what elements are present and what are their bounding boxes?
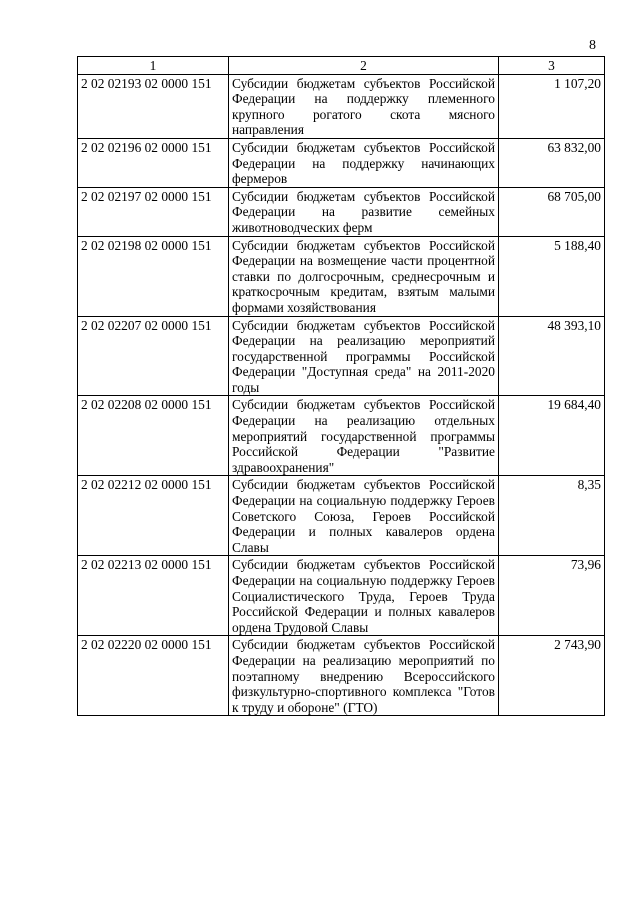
row-description: Субсидии бюджетам субъектов Российской Федерации на поддержку племенного крупного рогатого скота мясного направления bbox=[229, 74, 499, 138]
budget-code: 2 02 02198 02 0000 151 bbox=[78, 236, 229, 316]
table-row bbox=[78, 316, 605, 396]
row-description: Субсидии бюджетам субъектов Российской Федерации на социальную поддержку Героев Социалистического Труда, Героев Труда Российской Федерации и полных кавалеров ордена Трудовой Славы bbox=[229, 556, 499, 636]
row-description: Субсидии бюджетам субъектов Российской Федерации на возмещение части процентной ставки по долгосрочным, среднесрочным и краткосрочным кредитам, взятым малыми формами хозяйствования bbox=[229, 236, 499, 316]
page-number: 8 bbox=[589, 38, 596, 53]
row-amount: 68 705,00 bbox=[499, 187, 605, 236]
budget-code: 2 02 02193 02 0000 151 bbox=[78, 74, 229, 138]
budget-code: 2 02 02213 02 0000 151 bbox=[78, 556, 229, 636]
column-header-1: 1 bbox=[78, 57, 229, 75]
table-header-row bbox=[78, 57, 605, 75]
column-header-3: 3 bbox=[499, 57, 605, 75]
budget-code: 2 02 02207 02 0000 151 bbox=[78, 316, 229, 396]
table-row bbox=[78, 556, 605, 636]
row-description: Субсидии бюджетам субъектов Российской Федерации на реализацию мероприятий по поэтапному внедрению Всероссийского физкультурно-спортивного комплекса "Готов к труду и обороне" (ГТО) bbox=[229, 636, 499, 716]
row-description: Субсидии бюджетам субъектов Российской Федерации на социальную поддержку Героев Советского Союза, Героев Российской Федерации и полных кавалеров ордена Славы bbox=[229, 476, 499, 556]
row-amount: 73,96 bbox=[499, 556, 605, 636]
row-description: Субсидии бюджетам субъектов Российской Федерации на реализацию отдельных мероприятий государственной программы Российской Федерации "Развитие здравоохранения" bbox=[229, 396, 499, 476]
column-header-2: 2 bbox=[229, 57, 499, 75]
table-row bbox=[78, 636, 605, 716]
row-amount: 19 684,40 bbox=[499, 396, 605, 476]
row-amount: 63 832,00 bbox=[499, 138, 605, 187]
budget-code: 2 02 02208 02 0000 151 bbox=[78, 396, 229, 476]
table-row bbox=[78, 476, 605, 556]
row-amount: 8,35 bbox=[499, 476, 605, 556]
budget-code: 2 02 02197 02 0000 151 bbox=[78, 187, 229, 236]
row-amount: 1 107,20 bbox=[499, 74, 605, 138]
budget-code: 2 02 02212 02 0000 151 bbox=[78, 476, 229, 556]
table-row bbox=[78, 74, 605, 138]
budget-code: 2 02 02196 02 0000 151 bbox=[78, 138, 229, 187]
row-amount: 48 393,10 bbox=[499, 316, 605, 396]
row-description: Субсидии бюджетам субъектов Российской Федерации на поддержку начинающих фермеров bbox=[229, 138, 499, 187]
row-amount: 2 743,90 bbox=[499, 636, 605, 716]
table-row bbox=[78, 138, 605, 187]
budget-table bbox=[77, 56, 605, 716]
table-row bbox=[78, 396, 605, 476]
budget-code: 2 02 02220 02 0000 151 bbox=[78, 636, 229, 716]
table-row bbox=[78, 236, 605, 316]
table-row bbox=[78, 187, 605, 236]
row-amount: 5 188,40 bbox=[499, 236, 605, 316]
row-description: Субсидии бюджетам субъектов Российской Федерации на реализацию мероприятий государственной программы Российской Федерации "Доступная среда" на 2011-2020 годы bbox=[229, 316, 499, 396]
row-description: Субсидии бюджетам субъектов Российской Федерации на развитие семейных животноводческих ферм bbox=[229, 187, 499, 236]
